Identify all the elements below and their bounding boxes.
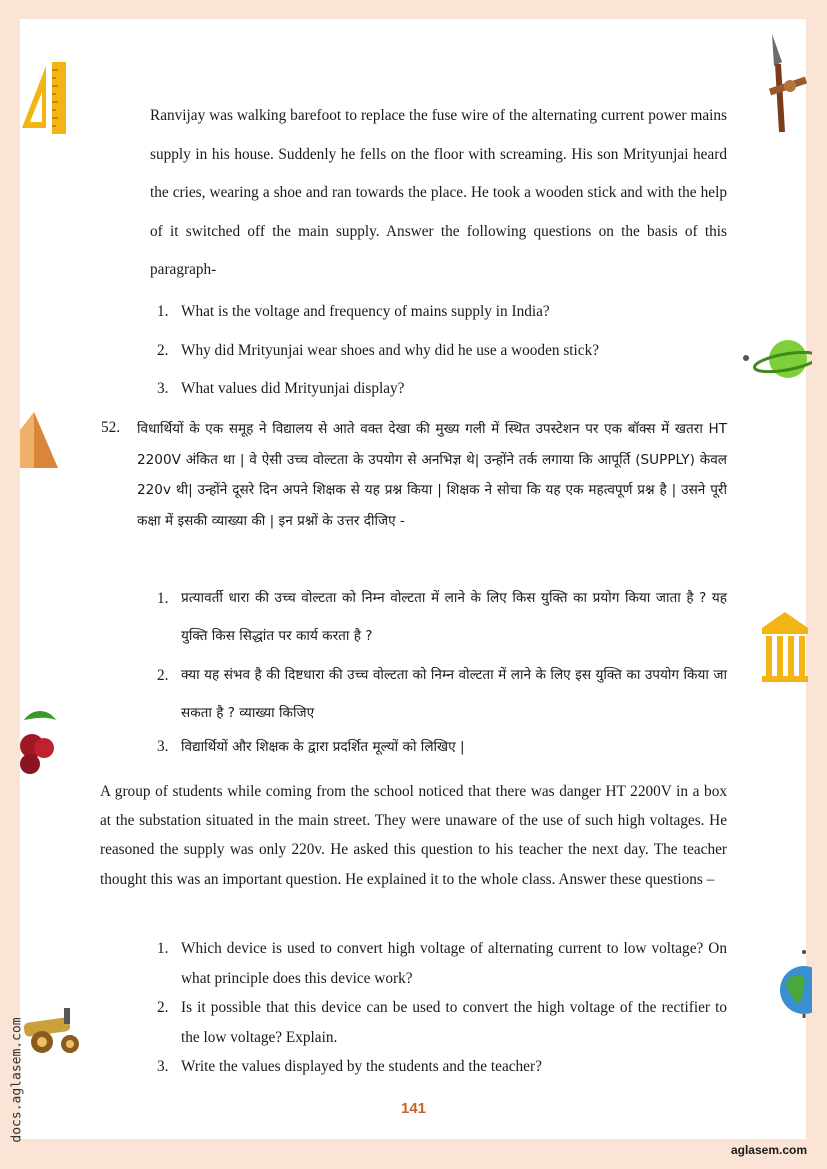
- question-text: Is it possible that this device can be used to convert the high voltage of the rectifier to the low voltage? Explain.: [181, 999, 727, 1046]
- question-text: प्रत्यावर्ती धारा की उच्च वोल्टता को निम्न वोल्टता में लाने के लिए किस युक्ति का प्रयोग किया जाता है ? यह युक्ति किस सिद्धांत पर कार्य करता है ?: [181, 590, 727, 644]
- globe-icon: [776, 948, 812, 1020]
- question-text: विद्यार्थियों और शिक्षक के द्वारा प्रदर्शित मूल्यों को लिखिए |: [181, 739, 465, 755]
- question-text: What is the voltage and frequency of mains supply in India?: [181, 303, 550, 320]
- question-text: Which device is used to convert high voltage of alternating current to low voltage? On what principle does this device work?: [181, 940, 727, 987]
- question-text: Why did Mrityunjai wear shoes and why did he use a wooden stick?: [181, 342, 600, 359]
- spear-icon: [766, 32, 812, 136]
- site-name: aglasem.com: [730, 1143, 807, 1157]
- passage-english: A group of students while coming from the school noticed that there was danger HT 2200V in a box at the substation situated in the main street. They were unaware of the use of such high voltages. He reasoned the supply was only 220v. He asked this question to his teacher the next day. The teacher thought this was an important question. He explained it to the whole class. Answer these questions –: [100, 783, 727, 888]
- question-number-52: 52.: [101, 419, 121, 436]
- question-number: 1.: [157, 590, 169, 607]
- question-number: 3.: [157, 1058, 169, 1075]
- watermark: [2, 1000, 32, 1160]
- temple-icon: [760, 608, 810, 684]
- question-number: 1.: [157, 940, 169, 957]
- question-text: क्या यह संभव है की दिष्टधारा की उच्च वोल्टता को निम्न वोल्टता में लाने के लिए इस युक्ति का उपयोग किया जा सकता है ? व्याख्या किजिए: [181, 667, 727, 721]
- question-number: 1.: [157, 303, 169, 320]
- fruit-icon: [20, 706, 62, 778]
- question-text: Write the values displayed by the students and the teacher?: [181, 1058, 542, 1075]
- question-number: 2.: [157, 999, 169, 1016]
- question-number: 3.: [157, 738, 169, 755]
- planet-icon: [742, 336, 812, 382]
- passage-english-top: Ranvijay was walking barefoot to replace the fuse wire of the alternating current power mains supply in his house. Suddenly he fells on the floor with screaming. His son Mrityunjai heard the cries, wearing a shoe and ran towards the place. He took a wooden stick and with the help of it switched off the main supply. Answer the following questions on the basis of this paragraph-: [150, 107, 727, 278]
- pyramid-icon: [20, 410, 60, 470]
- question-number: 3.: [157, 380, 169, 397]
- question-number: 2.: [157, 667, 169, 684]
- passage-hindi: विधार्थियों के एक समूह ने विद्यालय से आते वक्त देखा की मुख्य गली में स्थित उपस्टेशन पर एक बॉक्स में खतरा HT 2200V अंकित था | वे ऐसी उच्च वोल्टता के उपयोग से अनभिज्ञ थे| उन्होंने तर्क लगाया कि आपूर्ति (SUPPLY) केवल 220v थी| उन्होंने दूसरे दिन अपने शिक्षक से यह प्रश्न किया | शिक्षक ने सोचा कि यह एक महत्वपूर्ण प्रश्न है | उसने पूरी कक्षा में इसकी व्याख्या की | इन प्रश्नों के उत्तर दीजिए -: [137, 421, 727, 530]
- question-number: 2.: [157, 342, 169, 359]
- ruler-icon: [20, 58, 68, 136]
- watermark-text: docs.aglasem.com: [9, 1017, 25, 1143]
- question-text: What values did Mrityunjai display?: [181, 380, 405, 397]
- page-number: 141: [400, 1100, 427, 1117]
